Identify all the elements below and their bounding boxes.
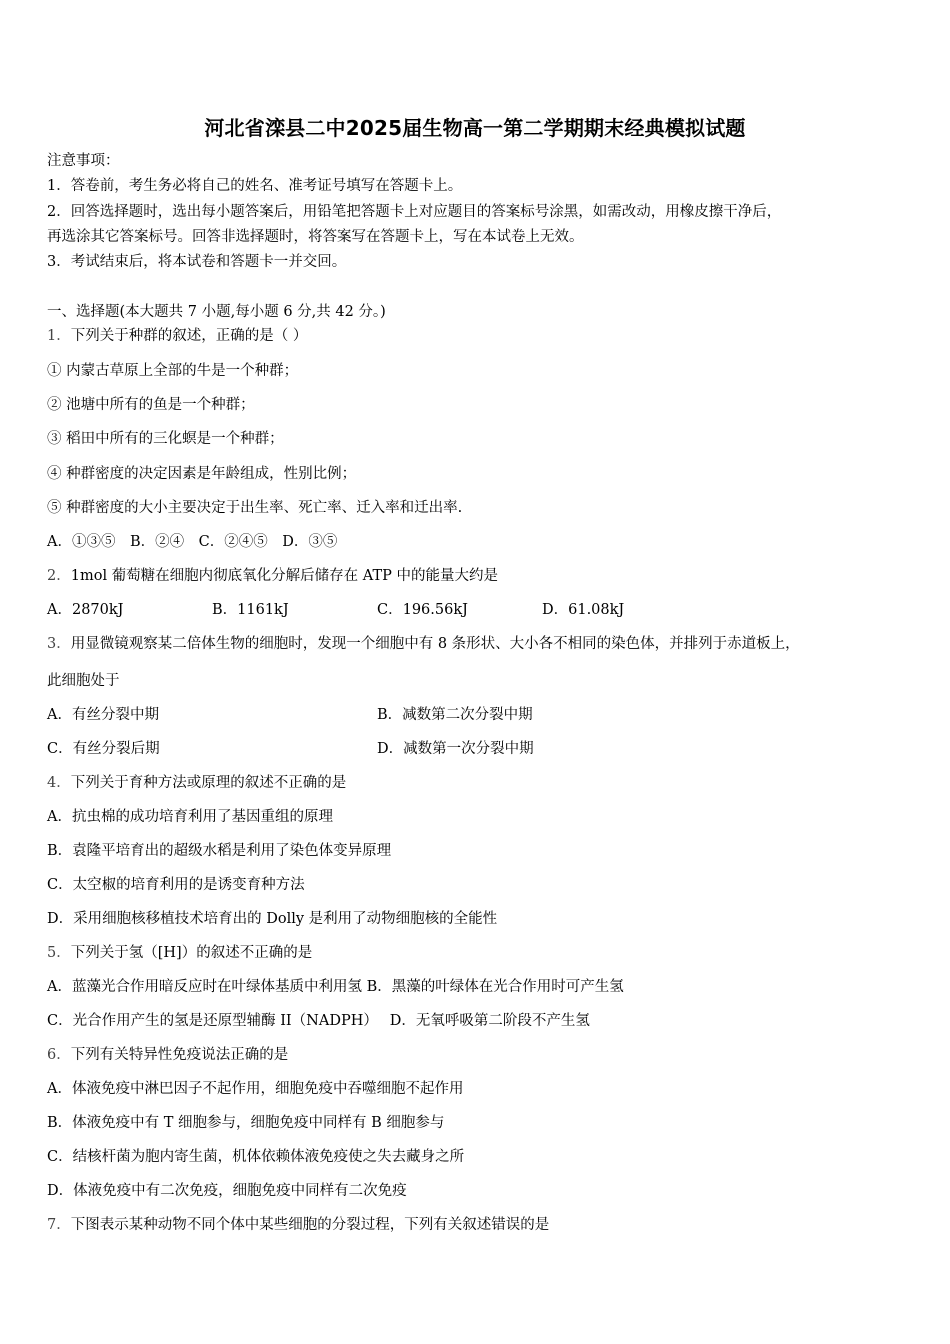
option-c: C．结核杆菌为胞内寄生菌，机体依赖体液免疫使之失去藏身之所 <box>47 1149 465 1165</box>
question-number: 7． <box>47 1217 71 1233</box>
question-number: 4． <box>47 775 71 791</box>
question-stem: 下列有关特异性免疫说法正确的是 <box>70 1047 289 1063</box>
statement-item: ② 池塘中所有的鱼是一个种群； <box>47 397 255 413</box>
question-number: 3． <box>47 636 71 652</box>
option-b: B．1161kJ <box>212 602 289 618</box>
question-number: 6． <box>47 1047 71 1063</box>
answer-options: A．①③⑤ B．②④ C．②④⑤ D．③⑤ <box>47 534 338 550</box>
notice-heading: 注意事项： <box>47 153 120 169</box>
notice-item: 1．答卷前，考生务必将自己的姓名、准考证号填写在答题卡上。 <box>47 178 463 194</box>
question-5 <box>47 943 312 963</box>
question-7 <box>47 1215 549 1235</box>
section-heading: 一、选择题(本大题共 7 小题,每小题 6 分,共 42 分。) <box>47 304 386 320</box>
option-c: C．196.56kJ <box>377 602 468 618</box>
question-stem: 下图表示某种动物不同个体中某些细胞的分裂过程，下列有关叙述错误的是 <box>70 1217 550 1233</box>
question-stem: 1mol 葡萄糖在细胞内彻底氧化分解后储存在 ATP 中的能量大约是 <box>70 568 499 584</box>
option-d: D．采用细胞核移植技术培育出的 Dolly 是利用了动物细胞核的全能性 <box>47 911 498 927</box>
option-d: D．61.08kJ <box>542 602 625 618</box>
question-6 <box>47 1045 288 1065</box>
option-a: A．抗虫棉的成功培育利用了基因重组的原理 <box>47 809 333 825</box>
question-stem: 下列关于育种方法或原理的叙述不正确的是 <box>70 775 347 791</box>
question-stem-continued: 此细胞处于 <box>47 673 120 689</box>
question-1 <box>47 326 307 346</box>
question-4 <box>47 773 346 793</box>
option-b: B．减数第二次分裂中期 <box>377 707 533 723</box>
option-c: C．太空椒的培育利用的是诱变育种方法 <box>47 877 305 893</box>
question-number: 1． <box>47 328 71 344</box>
statement-item: ④ 种群密度的决定因素是年龄组成，性别比例； <box>47 466 357 482</box>
option-a: A．2870kJ <box>47 602 124 618</box>
statement-item: ③ 稻田中所有的三化螟是一个种群； <box>47 431 284 447</box>
page-title: 河北省滦县二中2025届生物高一第二学期期末经典模拟试题 <box>204 116 746 140</box>
question-3 <box>47 634 800 654</box>
question-number: 5． <box>47 945 71 961</box>
notice-item: 3．考试结束后，将本试卷和答题卡一并交回。 <box>47 254 347 270</box>
option-d: D．减数第一次分裂中期 <box>377 741 534 757</box>
option-b: B．体液免疫中有 T 细胞参与，细胞免疫中同样有 B 细胞参与 <box>47 1115 445 1131</box>
option-c: C．有丝分裂后期 <box>47 741 160 757</box>
statement-item: ⑤ 种群密度的大小主要决定于出生率、死亡率、迁入率和迁出率. <box>47 500 463 516</box>
option-row: C．光合作用产生的氢是还原型辅酶 II（NADPH） D．无氧呼吸第二阶段不产生氢 <box>47 1013 590 1029</box>
option-d: D．体液免疫中有二次免疫，细胞免疫中同样有二次免疫 <box>47 1183 407 1199</box>
question-2 <box>47 566 498 586</box>
option-a: A．体液免疫中淋巴因子不起作用，细胞免疫中吞噬细胞不起作用 <box>47 1081 464 1097</box>
question-stem: 用显微镜观察某二倍体生物的细胞时，发现一个细胞中有 8 条形状、大小各不相同的染色体，并排列于赤道板上， <box>70 636 800 652</box>
question-number: 2． <box>47 568 71 584</box>
notice-item: 再选涂其它答案标号。回答非选择题时，将答案写在答题卡上，写在本试卷上无效。 <box>47 229 584 245</box>
statement-item: ① 内蒙古草原上全部的牛是一个种群； <box>47 363 299 379</box>
question-stem: 下列关于氢（[H]）的叙述不正确的是 <box>70 945 313 961</box>
question-stem: 下列关于种群的叙述，正确的是（ ） <box>70 328 308 344</box>
option-a: A．有丝分裂中期 <box>47 707 159 723</box>
option-b: B．袁隆平培育出的超级水稻是利用了染色体变异原理 <box>47 843 392 859</box>
option-row: A．蓝藻光合作用暗反应时在叶绿体基质中利用氢 B．黑藻的叶绿体在光合作用时可产生氢 <box>47 979 624 995</box>
notice-item: 2．回答选择题时，选出每小题答案后，用铅笔把答题卡上对应题目的答案标号涂黑，如需改动，用橡皮擦干净后， <box>47 204 782 220</box>
